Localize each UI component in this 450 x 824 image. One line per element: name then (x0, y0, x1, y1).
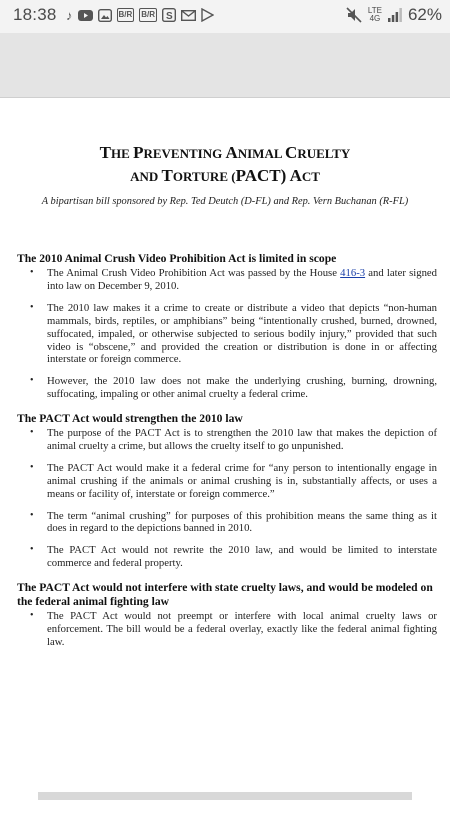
list-item: • The PACT Act would not rewrite the 2010 law, and would be limited to interstate commerce and federal property. (30, 544, 437, 570)
section-state-laws (17, 581, 437, 649)
list-item: • The term “animal crushing” for purposes of this prohibition means the same thing as it does in regard to the depictions banned in 2010. (30, 509, 437, 535)
bullet-list (17, 610, 437, 649)
list-item: • The PACT Act would not preempt or interfere with local animal cruelty laws or enforcement. The bill would be a federal overlay, exactly like the federal animal fighting law. (30, 610, 437, 648)
section-pact-strengthen (17, 412, 437, 570)
section-heading: The PACT Act would not interfere with state cruelty laws, and would be modeled on the federal animal fighting law (17, 581, 433, 608)
play-store-icon (201, 7, 214, 23)
cbs-icon: B/R (139, 8, 157, 22)
list-item: • The purpose of the PACT Act is to strengthen the 2010 law that makes the depiction of animal cruelty a crime, but allows the cruelty itself to go unpunished. (30, 427, 437, 452)
notification-icons (66, 7, 214, 23)
list-item: • The PACT Act would make it a federal crime for “any person to intentionally engage in animal crushing if the animals or animal crushing is in, substantially affects, or uses a means or facility of, interstate or foreign commerce.” (30, 461, 437, 500)
section-heading: The PACT Act would strengthen the 2010 law (17, 412, 243, 425)
section-crush-video-act (17, 252, 437, 401)
document-viewer[interactable] (0, 33, 450, 800)
battery-percent: 62% (407, 5, 442, 24)
signal-icon (388, 7, 402, 23)
network-type: LTE 4G (367, 6, 382, 23)
svg-text:S: S (166, 11, 173, 22)
document-title: THE PREVENTING ANIMAL CRUELTY AND TORTURE (PACT) ACT (99, 143, 351, 185)
mail-icon (181, 7, 196, 23)
mute-icon (346, 7, 362, 23)
status-time: 18:38 (13, 5, 57, 24)
list-item: • The 2010 law makes it a crime to create or distribute a video that depicts “non-human mammals, birds, reptiles, or amphibians” being “intentionally crushed, burned, drowned, suffocated, impaled, or otherwise subjected to serious bodily injury,” provided that such video is “obscene,” and provided the creation or distribution is done in or affecting interstate or foreign commerce. (30, 301, 437, 366)
bullet-list (17, 427, 437, 570)
bullet-list (17, 267, 437, 401)
document-subtitle: A bipartisan bill sponsored by Rep. Ted Deutch (D-FL) and Rep. Vern Buchanan (R-FL) (41, 196, 409, 207)
list-item: • However, the 2010 law does not make the underlying crushing, burning, drowning, suffocating, impaling or other animal cruelty a federal crime. (30, 375, 437, 401)
tiktok-icon: ♪ (66, 7, 73, 23)
document-page[interactable] (0, 97, 450, 824)
youtube-icon (78, 7, 93, 23)
status-bar (0, 0, 450, 33)
section-heading: The 2010 Animal Crush Video Prohibition Act is limited in scope (17, 252, 337, 265)
status-right (346, 5, 442, 25)
page-edge (38, 792, 412, 800)
cbs-icon: B/R (117, 8, 135, 22)
list-item: • The Animal Crush Video Prohibition Act was passed by the House 416-3 and later signed into law on December 9, 2010. (30, 267, 437, 292)
news-icon (162, 7, 176, 23)
gallery-icon (98, 7, 112, 23)
vote-link[interactable]: 416-3 (340, 267, 366, 279)
